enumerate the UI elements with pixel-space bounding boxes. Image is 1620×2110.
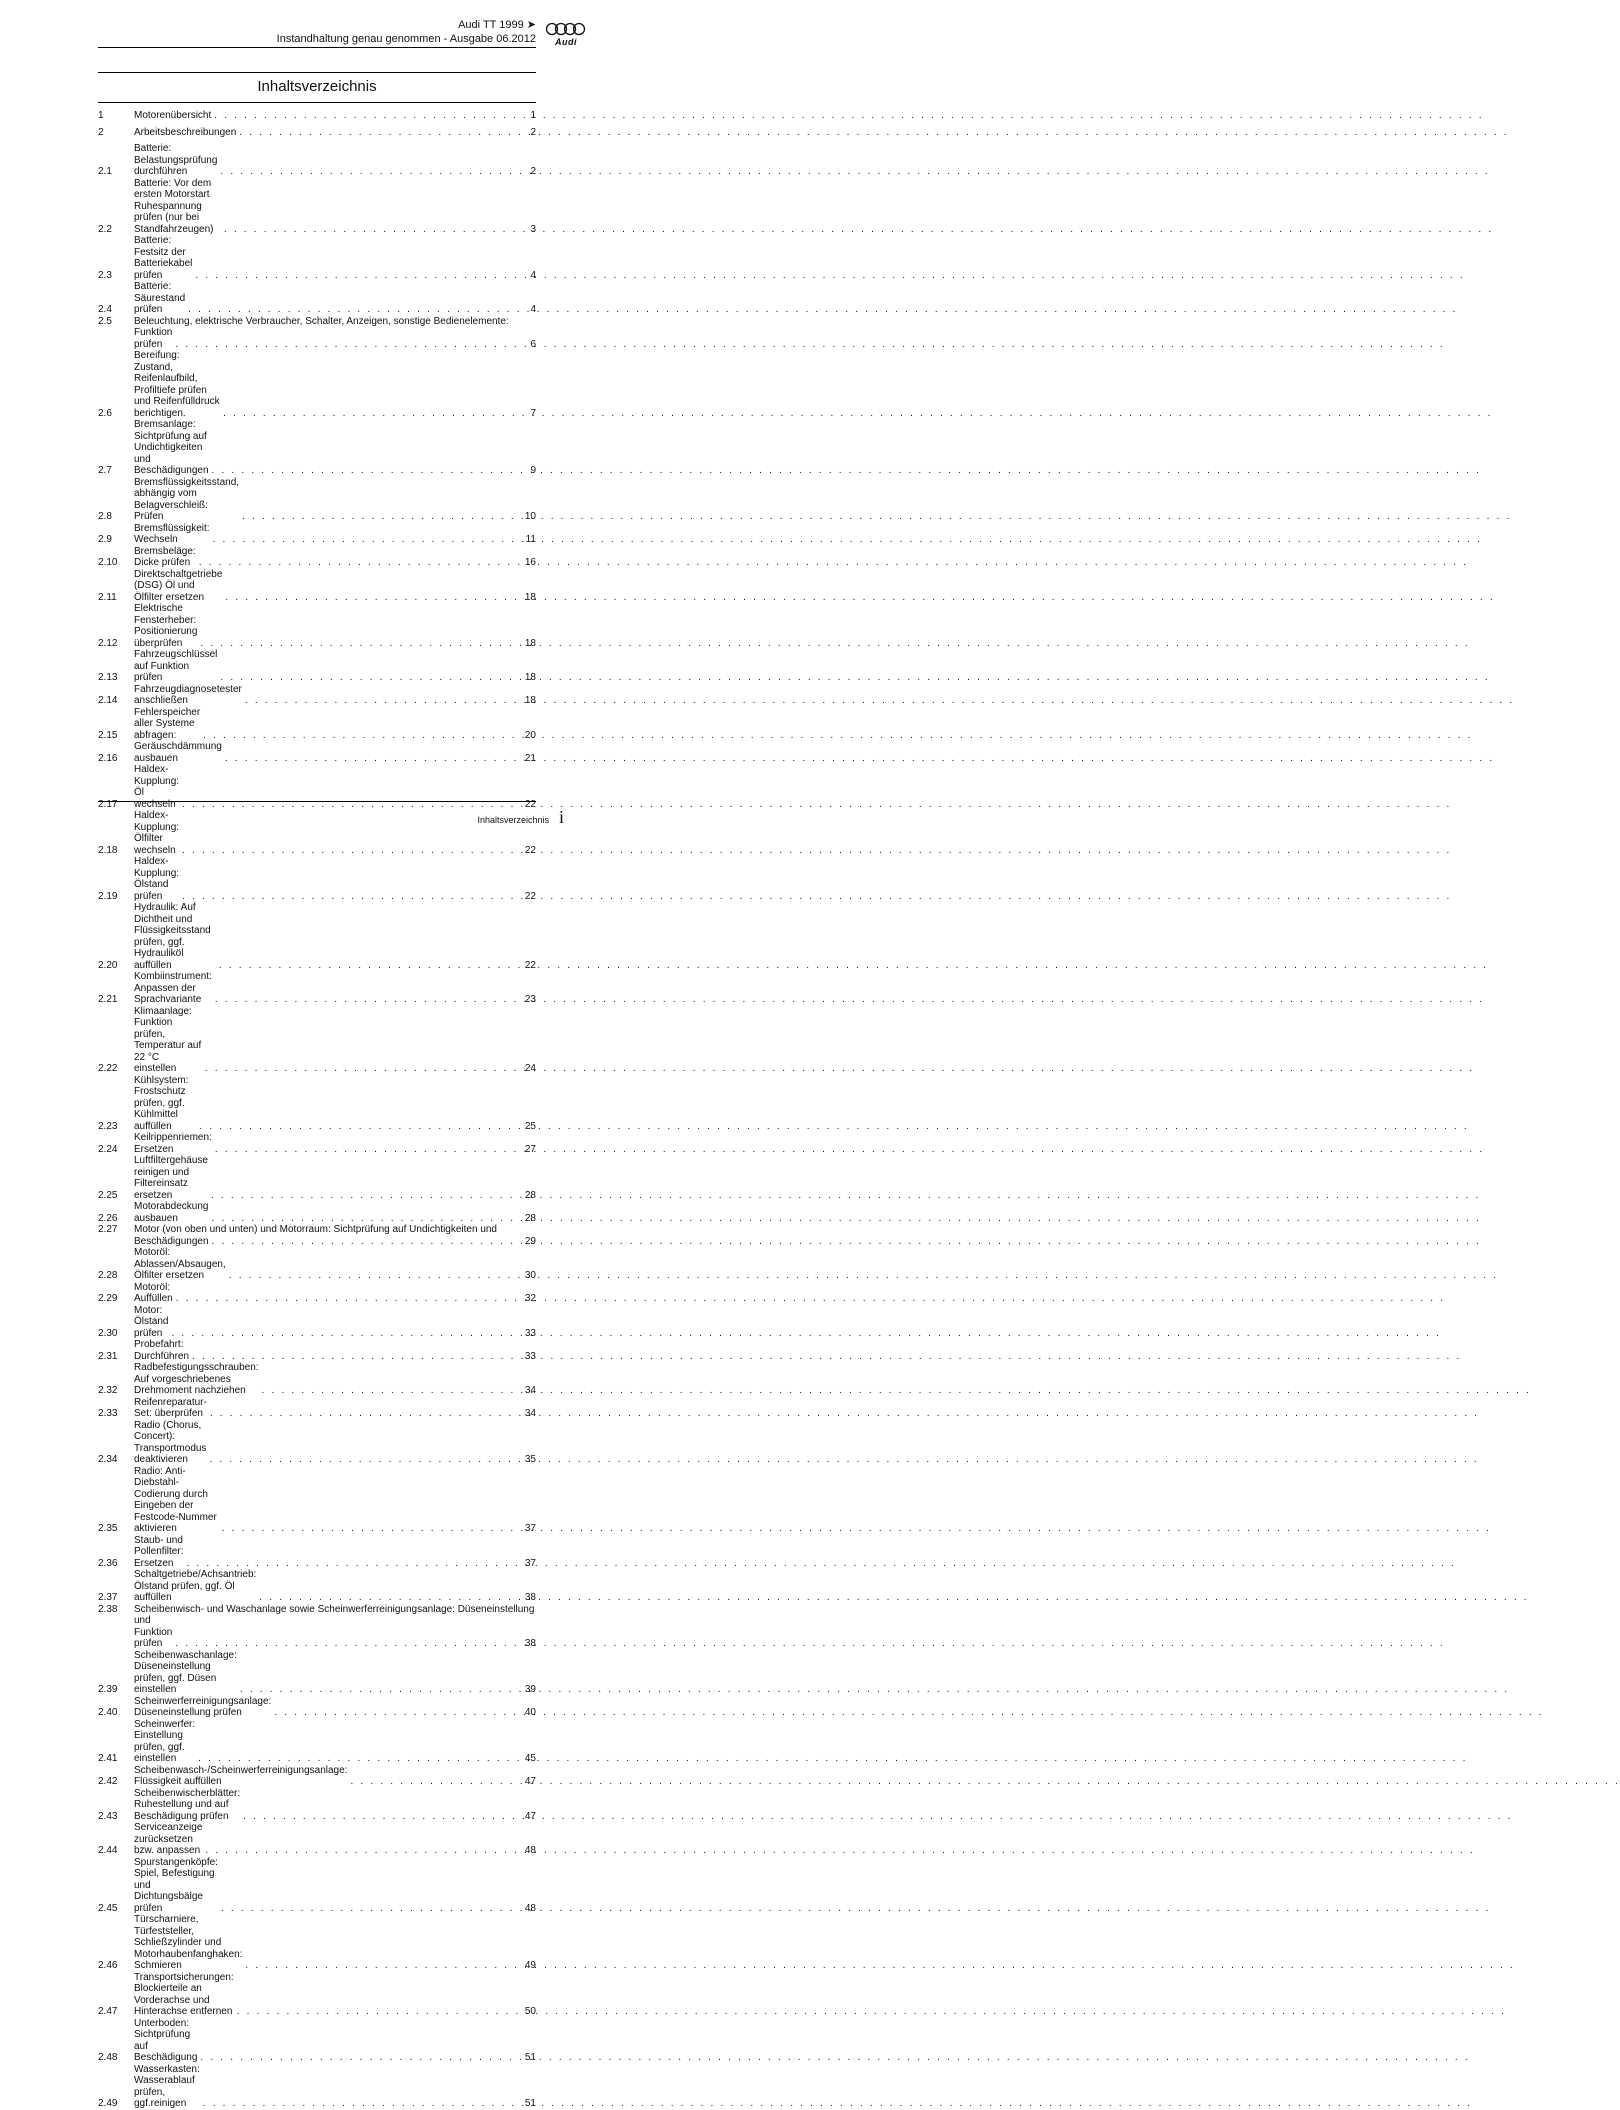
toc-number: 2.33 <box>98 1408 118 1419</box>
toc-number: 2.20 <box>98 959 118 971</box>
toc-number: 2.30 <box>98 1327 118 1339</box>
toc-leader <box>221 1903 517 1915</box>
toc-page: 22 <box>524 844 536 856</box>
toc-leader <box>215 994 517 1006</box>
toc-title-continuation: und Funktion prüfen <box>134 1615 173 1649</box>
toc-leader <box>200 638 517 650</box>
toc-title: Batterie: Festsitz der Batteriekabel prüfen <box>134 235 193 281</box>
toc-row[interactable] <box>98 1765 536 1788</box>
toc-leader <box>212 1213 518 1225</box>
toc-number: 2 <box>98 126 104 138</box>
toc-title: Bremsbeläge: Dicke prüfen <box>134 545 196 568</box>
toc-page: 16 <box>524 557 536 568</box>
toc-row[interactable] <box>98 971 536 1006</box>
toc-leader <box>223 408 517 420</box>
toc-page: 39 <box>524 1684 536 1695</box>
page-title: Inhaltsverzeichnis <box>257 78 377 95</box>
toc-number: 1 <box>98 110 104 121</box>
toc-row[interactable] <box>98 1006 536 1075</box>
toc-leader <box>188 304 517 316</box>
toc-number: 2.3 <box>98 269 112 281</box>
toc-title: Batterie: Vor dem ersten Motorstart Ruhespannung prüfen (nur bei Standfahrzeugen) <box>134 177 214 235</box>
toc-number: 2.38 <box>98 1603 118 1615</box>
toc-number: 2.14 <box>98 695 118 706</box>
toc-page: 35 <box>524 1454 536 1465</box>
toc-leader <box>350 1776 517 1788</box>
toc-page: 2 <box>530 166 536 177</box>
toc-title: Haldex-Kupplung: Ölstand prüfen <box>134 856 180 902</box>
toc-title: Unterboden: Sichtprüfung auf Beschädigung <box>134 2017 198 2063</box>
toc-row[interactable] <box>98 684 536 707</box>
toc-number: 2.6 <box>98 407 112 419</box>
toc-title: Scheibenwasch-/Scheinwerferreinigungsanlage: Flüssigkeit auffüllen <box>134 1764 348 1787</box>
toc-row[interactable] <box>98 1788 536 1823</box>
toc-page: 50 <box>524 2006 536 2017</box>
toc-title: Radio (Chorus, Concert): Transportmodus deaktivieren <box>134 1419 207 1465</box>
toc-page: 34 <box>524 1408 536 1419</box>
toc-leader <box>195 270 517 282</box>
header-subtitle: Instandhaltung genau genommen - Ausgabe 06.2012 <box>276 33 536 45</box>
toc-title-continuation: Beschädigungen <box>134 1235 209 1247</box>
toc-number: 2.43 <box>98 1810 118 1822</box>
toc-leader <box>199 557 517 569</box>
toc-page: 38 <box>524 1592 536 1603</box>
toc-page: 2 <box>530 126 536 138</box>
toc-leader <box>198 1753 517 1765</box>
toc-page: 9 <box>530 465 536 476</box>
toc-leader <box>243 1811 517 1823</box>
toc-number: 2.2 <box>98 223 112 235</box>
toc-title: Motorenübersicht <box>134 110 212 121</box>
toc-page: 28 <box>524 1212 536 1224</box>
toc-number: 2.17 <box>98 798 118 810</box>
toc-row[interactable] <box>98 1719 536 1765</box>
toc-title: Motorabdeckung ausbauen <box>134 1201 209 1224</box>
toc-page: 47 <box>524 1810 536 1822</box>
toc-row[interactable] <box>98 281 536 316</box>
toc-row[interactable] <box>98 902 536 971</box>
toc-page: 4 <box>530 304 536 315</box>
toc-page: 18 <box>524 695 536 706</box>
toc-leader <box>211 1190 517 1202</box>
toc-title: Motor (von oben und unten) und Motorraum: Sichtprüfung auf Undichtigkeiten und <box>134 1224 497 1235</box>
toc-number: 2.42 <box>98 1776 118 1787</box>
toc-leader <box>176 1293 517 1305</box>
toc-row[interactable] <box>98 1569 536 1604</box>
toc-page: 51 <box>524 2098 536 2109</box>
toc-number: 2.1 <box>98 166 112 177</box>
toc-leader <box>219 960 517 972</box>
toc-leader <box>222 1523 517 1535</box>
toc-row[interactable] <box>98 1362 536 1397</box>
toc-row[interactable] <box>98 856 536 902</box>
toc-title: Geräuschdämmung ausbauen <box>134 741 222 764</box>
toc-page: 1 <box>530 110 536 121</box>
toc-number: 2.32 <box>98 1385 118 1396</box>
toc-number: 2.11 <box>98 591 117 603</box>
toc-title: Wasserkasten: Wasserablauf prüfen, ggf.reinigen <box>134 2063 200 2109</box>
toc-row-continued <box>98 1604 536 1616</box>
toc-list <box>98 110 536 2110</box>
toc-leader <box>237 2006 517 2018</box>
toc-number: 2.23 <box>98 1120 118 1132</box>
toc-leader <box>220 166 517 178</box>
toc-page: 34 <box>524 1385 536 1396</box>
toc-row[interactable] <box>98 1075 536 1133</box>
toc-title: Direktschaltgetriebe (DSG) Öl und Ölfilter ersetzen <box>134 568 223 603</box>
toc-leader <box>240 1684 517 1696</box>
toc-number: 2.4 <box>98 304 112 315</box>
toc-title: Serviceanzeige zurücksetzen bzw. anpassen <box>134 1822 203 1856</box>
toc-leader <box>229 1270 517 1282</box>
toc-title: Türscharniere, Türfeststeller, Schließzylinder und Motorhaubenfanghaken: Schmieren <box>134 1914 243 1971</box>
toc-title: Spurstangenköpfe: Spiel, Befestigung und Dichtungsbälge prüfen <box>134 1856 218 1914</box>
toc-number: 2.48 <box>98 2052 118 2063</box>
toc-leader <box>225 592 517 604</box>
toc-page: 23 <box>524 994 536 1005</box>
toc-title: Scheibenwaschanlage: Düseneinstellung prüfen, ggf. Düsen einstellen <box>134 1649 237 1695</box>
toc-page: 22 <box>524 959 536 971</box>
toc-leader <box>192 1351 517 1363</box>
toc-number: 2.22 <box>98 1063 118 1074</box>
toc-number: 2.26 <box>98 1212 118 1224</box>
toc-number: 2.5 <box>98 315 112 327</box>
toc-leader <box>203 2098 517 2110</box>
footer-page-number: i <box>558 807 564 827</box>
toc-page: 48 <box>524 1902 536 1914</box>
toc-page: 24 <box>524 1063 536 1074</box>
toc-row[interactable] <box>98 1535 536 1570</box>
toc-page: 29 <box>524 1235 536 1247</box>
toc-row[interactable] <box>98 178 536 236</box>
toc-page: 22 <box>524 890 536 902</box>
toc-row[interactable] <box>98 649 536 684</box>
footer-label: Inhaltsverzeichnis <box>477 815 549 825</box>
toc-page: 37 <box>524 1523 536 1534</box>
toc-title: Staub- und Pollenfilter: Ersetzen <box>134 1534 184 1569</box>
toc-title: Fahrzeugdiagnosetester anschließen <box>134 683 242 706</box>
toc-title: Hydraulik: Auf Dichtheit und Flüssigkeitsstand prüfen, ggf. Hydrauliköl auffüllen <box>134 902 211 971</box>
toc-page: 21 <box>524 752 536 764</box>
toc-number: 2.27 <box>98 1224 118 1235</box>
toc-title-continuation: Funktion prüfen <box>134 327 173 350</box>
toc-title: Motoröl: Auffüllen <box>134 1281 173 1304</box>
toc-page: 18 <box>524 672 536 683</box>
toc-number: 2.41 <box>98 1753 118 1764</box>
page-footer <box>477 808 564 826</box>
toc-row[interactable] <box>98 603 536 649</box>
toc-number: 2.34 <box>98 1454 118 1465</box>
toc-page: 4 <box>530 269 536 281</box>
toc-title: Bereifung: Zustand, Reifenlaufbild, Profiltiefe prüfen und Reifenfülldruck berichtigen. <box>134 350 220 419</box>
toc-title: Bremsflüssigkeitsstand, abhängig vom Belagverschleiß: Prüfen <box>134 476 240 522</box>
toc-leader <box>225 753 517 765</box>
toc-number: 2.13 <box>98 672 118 683</box>
toc-leader <box>182 891 517 903</box>
toc-number: 2.29 <box>98 1293 118 1304</box>
toc-title: Luftfiltergehäuse reinigen und Filtereinsatz ersetzen <box>134 1155 208 1201</box>
toc-page: 30 <box>524 1270 536 1281</box>
toc-row[interactable] <box>98 1972 536 2018</box>
toc-row[interactable] <box>98 1822 536 1857</box>
toc-leader <box>205 1845 517 1857</box>
toc-row[interactable] <box>98 1914 536 1972</box>
toc-page: 20 <box>524 729 536 741</box>
toc-leader <box>210 1408 517 1420</box>
toc-title: Batterie: Belastungsprüfung durchführen <box>134 143 218 177</box>
toc-page: 33 <box>524 1327 536 1339</box>
toc-leader <box>242 511 517 523</box>
toc-number: 2.31 <box>98 1350 118 1362</box>
toc-row-continued <box>98 316 536 328</box>
toc-leader <box>175 339 517 351</box>
toc-number: 2.36 <box>98 1557 118 1569</box>
toc-number: 2.25 <box>98 1189 118 1201</box>
toc-title: Scheibenwischerblätter: Ruhestellung und auf Beschädigung prüfen <box>134 1787 241 1822</box>
toc-page: 33 <box>524 1350 536 1362</box>
toc-title: Kühlsystem: Frostschutz prüfen, ggf. Kühlmittel auffüllen <box>134 1074 189 1132</box>
toc-title: Kombiinstrument: Anpassen der Sprachvariante <box>134 971 212 1005</box>
toc-page: 48 <box>524 1845 536 1856</box>
toc-page: 37 <box>524 1557 536 1569</box>
toc-title: Radbefestigungsschrauben: Auf vorgeschriebenes Drehmoment nachziehen <box>134 1362 259 1396</box>
toc-number: 2.15 <box>98 729 118 741</box>
toc-row[interactable] <box>98 1236 536 1248</box>
toc-page: 45 <box>524 1753 536 1764</box>
toc-number: 2.44 <box>98 1845 118 1856</box>
toc-title: Klimaanlage: Funktion prüfen, Temperatur auf 22 °C einstellen <box>134 1005 202 1074</box>
toc-leader <box>175 1638 517 1650</box>
toc-page: 40 <box>524 1707 536 1718</box>
toc-title: Arbeitsbeschreibungen <box>134 126 237 138</box>
toc-title: Probefahrt: Durchführen <box>134 1339 190 1362</box>
toc-number: 2.45 <box>98 1902 118 1914</box>
toc-page: 10 <box>524 511 536 522</box>
toc-row[interactable] <box>98 2018 536 2064</box>
toc-number: 2.47 <box>98 2006 118 2017</box>
toc-row[interactable] <box>98 741 536 764</box>
toc-row[interactable] <box>98 1155 536 1201</box>
toc-title: Motor: Ölstand prüfen <box>134 1304 169 1339</box>
toc-leader <box>209 1454 517 1466</box>
toc-title: Reifenreparatur-Set: überprüfen <box>134 1396 207 1419</box>
toc-row-continued <box>98 1224 536 1236</box>
toc-row[interactable] <box>98 1282 536 1305</box>
toc-page: 18 <box>524 637 536 649</box>
toc-leader <box>214 110 517 122</box>
toc-title: Scheibenwisch- und Waschanlage sowie Scheinwerferreinigungsanlage: Düseneinstellung <box>134 1603 535 1615</box>
toc-title: Fahrzeugschlüssel auf Funktion prüfen <box>134 649 218 683</box>
toc-leader <box>245 1960 517 1972</box>
toc-leader <box>220 672 517 684</box>
toc-number: 2.7 <box>98 465 112 476</box>
toc-leader <box>215 1144 517 1156</box>
toc-leader <box>212 1236 517 1248</box>
header-rule <box>98 47 536 48</box>
toc-row[interactable] <box>98 143 536 178</box>
toc-page: 47 <box>524 1776 536 1787</box>
four-rings-icon <box>544 22 588 36</box>
page-header <box>277 19 536 46</box>
toc-row[interactable] <box>98 110 536 122</box>
toc-number: 2.21 <box>98 994 118 1005</box>
toc-row[interactable] <box>98 327 536 350</box>
toc-page: 51 <box>524 2052 536 2063</box>
toc-page: 11 <box>525 534 536 545</box>
toc-number: 2.28 <box>98 1270 118 1281</box>
toc-row[interactable] <box>98 569 536 604</box>
toc-leader <box>186 1558 517 1570</box>
toc-page: 18 <box>524 591 536 603</box>
toc-row[interactable] <box>98 1420 536 1466</box>
toc-page: 3 <box>530 223 536 235</box>
toc-leader <box>199 1121 517 1133</box>
toc-row[interactable] <box>98 1305 536 1340</box>
toc-page: 25 <box>524 1120 536 1132</box>
toc-row[interactable] <box>98 546 536 569</box>
toc-row[interactable] <box>98 1132 536 1155</box>
toc-title: Bremsflüssigkeit: Wechseln <box>134 522 210 545</box>
header-model: Audi TT 1999 ➤ <box>458 19 536 31</box>
toc-number: 2.18 <box>98 844 118 856</box>
toc-row[interactable] <box>98 1466 536 1535</box>
toc-number: 2.35 <box>98 1523 118 1534</box>
brand-wordmark: Audi <box>555 37 577 47</box>
toc-row[interactable] <box>98 707 536 742</box>
toc-title: Scheinwerferreinigungsanlage: Düseneinstellung prüfen <box>134 1695 272 1718</box>
toc-number: 2.8 <box>98 511 112 522</box>
toc-row[interactable] <box>98 810 536 856</box>
toc-number: 2.12 <box>98 637 118 649</box>
toc-row[interactable] <box>98 127 536 139</box>
toc-row[interactable] <box>98 477 536 523</box>
toc-row[interactable] <box>98 1247 536 1282</box>
toc-title: Beleuchtung, elektrische Verbraucher, Schalter, Anzeigen, sonstige Bedienelemente: <box>134 315 509 327</box>
toc-leader <box>262 1385 517 1397</box>
footer-rule <box>98 801 536 802</box>
toc-leader <box>182 845 517 857</box>
toc-leader <box>200 2052 517 2064</box>
title-rule-bottom <box>98 102 536 103</box>
toc-title: Bremsanlage: Sichtprüfung auf Undichtigkeiten und Beschädigungen <box>134 419 209 476</box>
toc-title: Batterie: Säurestand prüfen <box>134 281 186 315</box>
title-rule-top <box>98 72 536 73</box>
toc-row[interactable] <box>98 1650 536 1696</box>
toc-row[interactable] <box>98 1201 536 1224</box>
toc-number: 2.24 <box>98 1143 118 1155</box>
toc-leader <box>224 224 517 236</box>
toc-page: 38 <box>524 1638 536 1649</box>
toc-title: Schaltgetriebe/Achsantrieb: Ölstand prüfen, ggf. Öl auffüllen <box>134 1569 257 1603</box>
toc-number: 2.46 <box>98 1960 118 1971</box>
toc-number: 2.39 <box>98 1684 118 1695</box>
toc-title: Haldex-Kupplung: Öl wechseln <box>134 764 180 810</box>
toc-page: 28 <box>524 1189 536 1201</box>
toc-leader <box>239 127 517 139</box>
toc-page: 32 <box>524 1293 536 1304</box>
toc-title: Keilrippenriemen: Ersetzen <box>134 1132 212 1155</box>
toc-title: Elektrische Fensterheber: Positionierung überprüfen <box>134 603 198 649</box>
toc-row[interactable] <box>98 1339 536 1362</box>
toc-leader <box>245 695 517 707</box>
toc-title: Fehlerspeicher aller Systeme abfragen: <box>134 706 201 741</box>
toc-number: 2.37 <box>98 1592 118 1603</box>
toc-title: Motoröl: Ablassen/Absaugen, Ölfilter ersetzen <box>134 1247 226 1281</box>
toc-row[interactable] <box>98 235 536 281</box>
toc-row[interactable] <box>98 2064 536 2110</box>
toc-number: 2.16 <box>98 752 118 764</box>
toc-title: Radio: Anti-Diebstahl-Codierung durch Eingeben der Festcode-Nummer aktivieren <box>134 1465 217 1534</box>
toc-leader <box>213 534 517 546</box>
toc-number: 2.40 <box>98 1707 118 1718</box>
toc-row[interactable] <box>98 1397 536 1420</box>
toc-row[interactable] <box>98 1615 536 1650</box>
toc-title: Transportsicherungen: Blockierteile an Vorderachse und Hinterachse entfernen <box>134 1971 234 2017</box>
toc-row[interactable] <box>98 350 536 419</box>
toc-leader <box>274 1707 517 1719</box>
toc-page: 6 <box>530 338 536 350</box>
toc-title: Scheinwerfer: Einstellung prüfen, ggf. einstellen <box>134 1718 196 1764</box>
toc-leader <box>259 1592 517 1604</box>
toc-number: 2.19 <box>98 890 118 902</box>
toc-row[interactable] <box>98 1857 536 1915</box>
toc-number: 2.49 <box>98 2098 118 2109</box>
toc-leader <box>171 1328 517 1340</box>
toc-page: 49 <box>524 1960 536 1971</box>
toc-row[interactable] <box>98 419 536 477</box>
toc-leader <box>212 465 517 477</box>
toc-page: 27 <box>524 1143 536 1155</box>
toc-page: 7 <box>530 407 536 419</box>
toc-title: Haldex-Kupplung: Ölfilter wechseln <box>134 810 180 856</box>
toc-leader <box>203 730 517 742</box>
toc-row[interactable] <box>98 523 536 546</box>
toc-leader <box>205 1063 517 1075</box>
toc-page: 22 <box>524 798 536 810</box>
brand-logo <box>544 22 588 46</box>
toc-number: 2.10 <box>98 557 118 568</box>
toc-row[interactable] <box>98 1696 536 1719</box>
toc-row[interactable] <box>98 764 536 810</box>
toc-number: 2.9 <box>98 534 112 545</box>
